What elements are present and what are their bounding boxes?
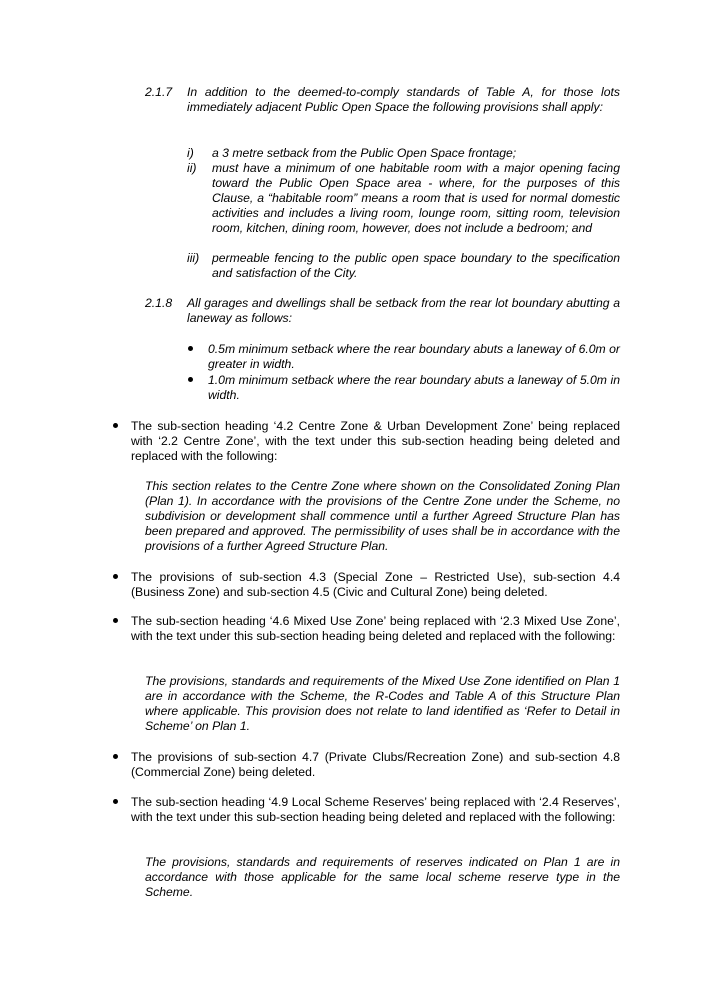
list-item: 0.5m minimum setback where the rear boundary abuts a laneway of 6.0m or greater in width. [208,342,620,371]
clause-number: 2.1.8 [145,296,173,310]
bullet-icon [112,795,120,803]
bullet-text: The provisions of sub-section 4.7 (Private Clubs/Recreation Zone) and sub-section 4.8 (Commercial Zone) being deleted. [131,750,620,779]
clause-number: 2.1.7 [145,85,173,99]
bullet-icon [112,750,120,758]
bullet-text: The sub-section heading ‘4.9 Local Scheme Reserves’ being replaced with ‘2.4 Reserves’, with the text under this sub-section heading being deleted and replaced with the following: [131,795,620,824]
bullet-text: The sub-section heading ‘4.2 Centre Zone & Urban Development Zone’ being replaced with ‘2.2 Centre Zone’, with the text under this sub-section heading being deleted and replaced with the following: [131,419,620,463]
bullet-text: The provisions of sub-section 4.3 (Special Zone – Restricted Use), sub-section 4.4 (Business Zone) and sub-section 4.5 (Civic and Cultural Zone) being deleted. [131,570,620,599]
bullet-text: The sub-section heading ‘4.6 Mixed Use Zone’ being replaced with ‘2.3 Mixed Use Zone’, with the text under this sub-section heading being deleted and replaced with the following: [131,614,620,643]
clause-text: All garages and dwellings shall be setback from the rear lot boundary abutting a laneway as follows: [187,296,620,325]
bullet-icon [112,419,120,427]
item-text: must have a minimum of one habitable room with a major opening facing toward the Public Open Space area - where, for the purposes of this Clause, a “habitable room” means a room that is used for normal domestic activities and includes a living room, lounge room, sitting room, television room, kitchen, dining room, however, does not include a bedroom; and [212,161,620,235]
clause-text: In addition to the deemed-to-comply standards of Table A, for those lots immediately adjacent Public Open Space the following provisions shall apply: [187,85,620,114]
item-text: a 3 metre setback from the Public Open Space frontage; [212,146,517,160]
bullet-icon [112,614,120,622]
list-item: 1.0m minimum setback where the rear boundary abuts a laneway of 5.0m in width. [208,373,620,402]
item-label: ii) [187,161,197,175]
item-text: permeable fencing to the public open space boundary to the specification and satisfaction of the City. [212,251,620,280]
bullet-quote: This section relates to the Centre Zone where shown on the Consolidated Zoning Plan (Plan 1). In accordance with the provisions of the Centre Zone under the Scheme, no subdivision or development shall commence until a further Agreed Structure Plan has been prepared and approved. The permissibility of uses shall be in accordance with the provisions of a further Agreed Structure Plan. [145,479,620,553]
item-label: i) [187,146,194,160]
bullet-icon [187,373,195,381]
item-label: iii) [187,251,200,265]
bullet-icon [187,342,195,350]
bullet-quote: The provisions, standards and requirements of reserves indicated on Plan 1 are in accordance with those applicable for the same local scheme reserve type in the Scheme. [145,855,620,899]
bullet-icon [112,570,120,578]
bullet-quote: The provisions, standards and requirements of the Mixed Use Zone identified on Plan 1 are in accordance with the Scheme, the R-Codes and Table A of this Structure Plan where applicable. This provision does not relate to land identified as ‘Refer to Detail in Scheme’ on Plan 1. [145,674,620,733]
